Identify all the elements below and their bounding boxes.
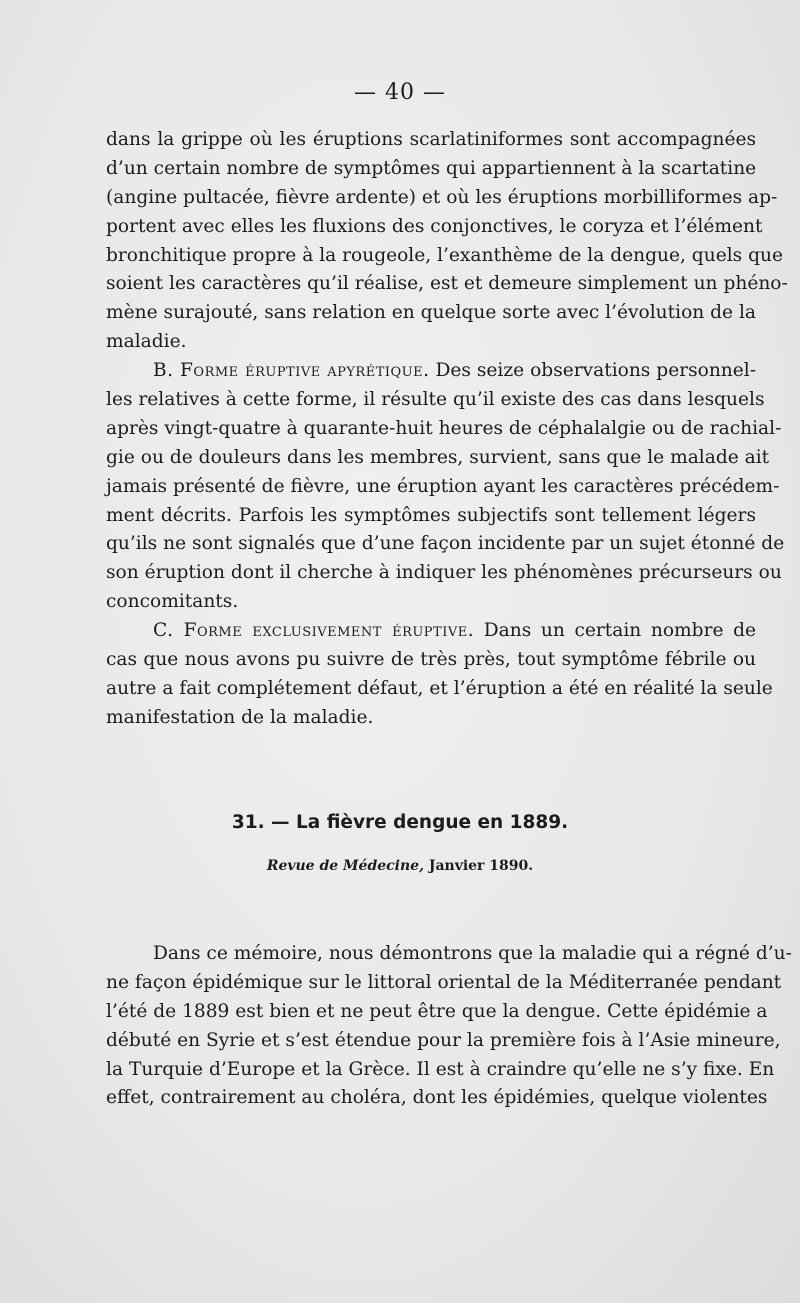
text-line: (angine pultacée, fièvre ardente) et où les éruptions morbilliformes ap- [106, 186, 778, 208]
citation-journal: Revue de Médecine, [266, 858, 424, 874]
text-block-top [106, 126, 788, 733]
text-line: ment décrits. Parfois les symptômes subjectifs sont tellement légers [106, 504, 756, 526]
paragraph-b-first-line [106, 357, 756, 386]
text-line: concomitants. [106, 591, 239, 613]
paragraph-c-first-line [106, 617, 756, 646]
text-line: Dans ce mémoire, nous démontrons que la maladie qui a régné d’u- [153, 943, 792, 964]
paragraph-c-heading: C. Forme exclusivement éruptive. [153, 620, 475, 642]
text-block-bottom [106, 940, 792, 1113]
text-line: la Turquie d’Europe et la Grèce. Il est à craindre qu’elle ne s’y fixe. En [106, 1058, 775, 1080]
text-line: portent avec elles les fluxions des conjonctives, le coryza et l’élément [106, 215, 763, 237]
paragraph-b-heading: B. Forme éruptive apyrétique. [153, 360, 430, 382]
text-line: débuté en Syrie et s’est étendue pour la première fois à l’Asie mineure, [106, 1029, 781, 1051]
text-line: d’un certain nombre de symptômes qui appartiennent à la scartatine [106, 157, 757, 179]
text-line: qu’ils ne sont signalés que d’une façon incidente par un sujet étonné de [106, 533, 785, 555]
text-line: maladie. [106, 331, 187, 353]
text-line: soient les caractères qu’il réalise, est et demeure simplement un phéno- [106, 273, 788, 295]
text-line: autre a fait complétement défaut, et l’éruption a été en réalité la seule [106, 677, 773, 699]
text-line: effet, contrairement au choléra, dont les épidémies, quelque violentes [106, 1087, 768, 1109]
paragraph-b-first-line-text: Des seize observations personnel- [429, 360, 757, 382]
text-line: après vingt-quatre à quarante-huit heures de céphalalgie ou de rachial- [106, 417, 782, 439]
text-line: son éruption dont il cherche à indiquer les phénomènes précurseurs ou [106, 562, 782, 584]
text-line: l’été de 1889 est bien et ne peut être que la dengue. Cette épidémie a [106, 1000, 768, 1022]
text-line: les relatives à cette forme, il résulte qu’il existe des cas dans lesquels [106, 389, 765, 411]
text-line: dans la grippe où les éruptions scarlatiniformes sont accompagnées [106, 129, 756, 150]
citation [0, 858, 800, 874]
page-number: — 40 — [354, 80, 446, 105]
text-line: mène surajouté, sans relation en quelque sorte avec l’évolution de la [106, 302, 756, 324]
section-heading: 31. — La fièvre dengue en 1889. [231, 812, 569, 833]
text-line: cas que nous avons pu suivre de très près, tout symptôme fébrile ou [106, 649, 756, 671]
citation-date: Janvier 1890. [423, 858, 534, 874]
text-line: bronchitique propre à la rougeole, l’exanthème de la dengue, quels que [106, 244, 783, 266]
text-line: ne façon épidémique sur le littoral oriental de la Méditerranée pendant [106, 971, 782, 993]
paragraph-c-first-line-text: Dans un certain nombre de [474, 620, 756, 642]
text-line: manifestation de la maladie. [106, 706, 374, 728]
text-line: jamais présenté de fièvre, une éruption ayant les caractères précédem- [106, 475, 780, 497]
text-line: gie ou de douleurs dans les membres, survient, sans que le malade ait [106, 446, 770, 468]
